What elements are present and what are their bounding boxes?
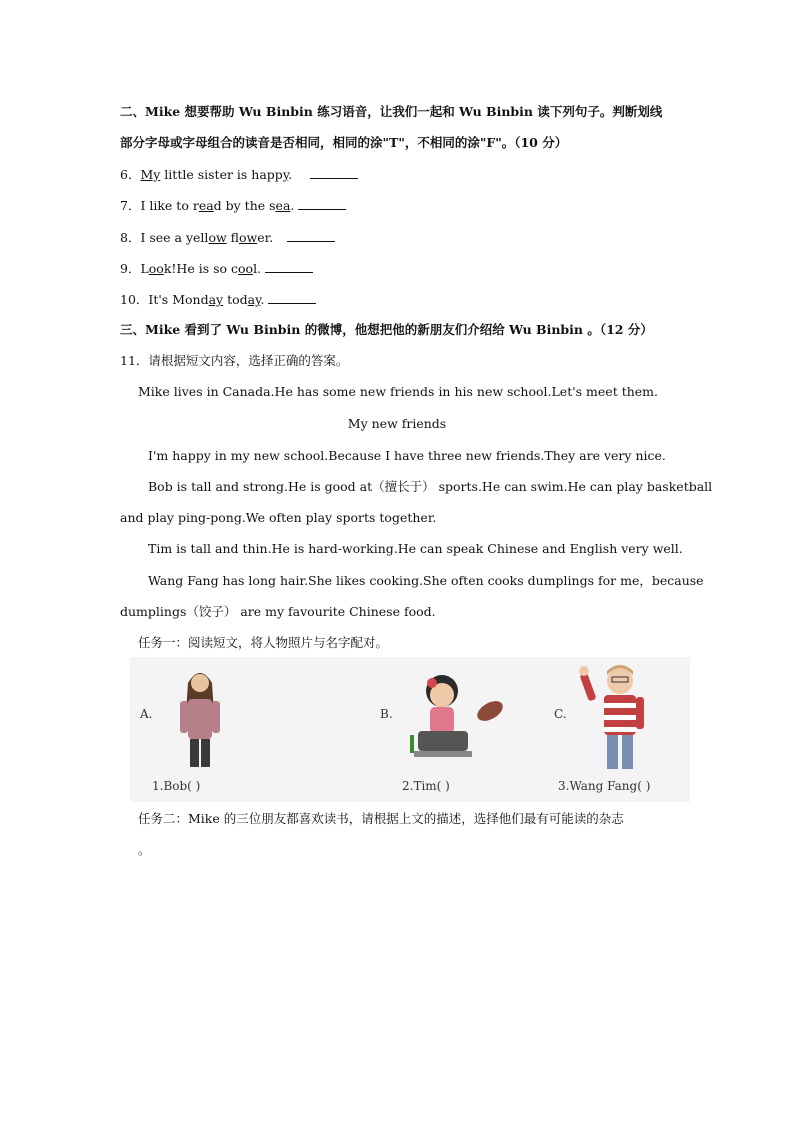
q8-text-2: fl [226, 230, 239, 245]
question-6 [120, 167, 358, 183]
reading-paragraph-4b: dumplings（饺子） are my favourite Chinese food. [120, 604, 436, 619]
q6-answer-blank[interactable] [310, 167, 358, 179]
reading-title: My new friends [347, 416, 447, 431]
picture-label-b: B. [380, 707, 393, 721]
task-2-instruction-end: 。 [138, 842, 151, 857]
q10-underlined-2: ay [247, 292, 261, 307]
q6-underlined-1: My [140, 167, 161, 182]
cooking-girl-illustration [400, 665, 510, 775]
reading-intro: Mike lives in Canada.He has some new friends in his new school.Let's meet them. [138, 384, 658, 399]
q7-text-1: I like to r [140, 198, 199, 213]
q9-underlined-2: oo [238, 261, 254, 276]
q9-answer-blank[interactable] [265, 261, 313, 273]
q8-text-end: er. [257, 230, 274, 245]
question-10 [120, 292, 316, 308]
q8-underlined-2: ow [238, 230, 258, 245]
q7-text-end: . [290, 198, 295, 213]
q10-text-2: tod [223, 292, 248, 307]
reading-paragraph-2a: Bob is tall and strong.He is good at（擅长于） sports.He can swim.He can play basketball [148, 479, 713, 494]
section3-heading: 三、Mike 看到了 Wu Binbin 的微博，他想把他的新朋友们介绍给 Wu Binbin 。（12 分） [120, 322, 653, 337]
q9-text-end: l. [253, 261, 262, 276]
tall-boy-waving-illustration [574, 659, 664, 774]
question-7 [120, 198, 346, 214]
q10-number: 10． [120, 292, 149, 307]
q8-answer-blank[interactable] [287, 230, 335, 242]
q6-text-end: . [288, 167, 293, 182]
q7-underlined-1: ea [198, 198, 214, 213]
picture-matching-strip [130, 657, 690, 802]
q10-answer-blank[interactable] [268, 292, 316, 304]
question-8 [120, 230, 335, 246]
q10-underlined-1: ay [208, 292, 224, 307]
q7-underlined-2: ea [275, 198, 291, 213]
q9-text-1: L [140, 261, 149, 276]
q6-underlined-2: y [282, 167, 289, 182]
caption-tim: 2.Tim( ) [402, 779, 450, 793]
picture-label-c: C. [554, 707, 567, 721]
section2-heading: 二、Mike 想要帮助 Wu Binbin 练习语音，让我们一起和 Wu Binbin 读下列句子。判断划线 [120, 104, 663, 119]
q7-number: 7． [120, 198, 141, 213]
caption-wang-fang: 3.Wang Fang( ) [558, 779, 651, 793]
q7-text-2: d by the s [213, 198, 276, 213]
q8-underlined-1: ow [208, 230, 227, 245]
reading-paragraph-2b: and play ping-pong.We often play sports together. [120, 510, 437, 525]
task-2-instruction: 任务二：Mike 的三位朋友都喜欢读书，请根据上文的描述，选择他们最有可能读的杂志 [138, 811, 624, 826]
q9-underlined-1: oo [148, 261, 164, 276]
q10-text-end: . [260, 292, 265, 307]
q9-number: 9． [120, 261, 141, 276]
q7-answer-blank[interactable] [298, 198, 346, 210]
reading-paragraph-1: I'm happy in my new school.Because I have three new friends.They are very nice. [148, 448, 666, 463]
tall-girl-illustration [170, 661, 230, 771]
caption-bob: 1.Bob( ) [152, 779, 201, 793]
question-11: 11．请根据短文内容，选择正确的答案。 [120, 353, 349, 368]
picture-label-a: A. [140, 707, 153, 721]
q8-number: 8． [120, 230, 141, 245]
q9-text-2: k!He is so c [163, 261, 238, 276]
reading-paragraph-4a: Wang Fang has long hair.She likes cooking.She often cooks dumplings for me，because [148, 573, 704, 588]
q6-text: little sister is happ [160, 167, 283, 182]
reading-paragraph-3: Tim is tall and thin.He is hard-working.He can speak Chinese and English very well. [148, 541, 683, 556]
section2-heading-cont: 部分字母或字母组合的读音是否相同，相同的涂"T"，不相同的涂"F"。（10 分） [120, 135, 568, 150]
q10-text-1: It's Mond [148, 292, 209, 307]
question-9 [120, 261, 313, 277]
task-1-instruction: 任务一：阅读短文，将人物照片与名字配对。 [138, 635, 389, 650]
q8-text-1: I see a yell [140, 230, 209, 245]
q6-number: 6． [120, 167, 141, 182]
